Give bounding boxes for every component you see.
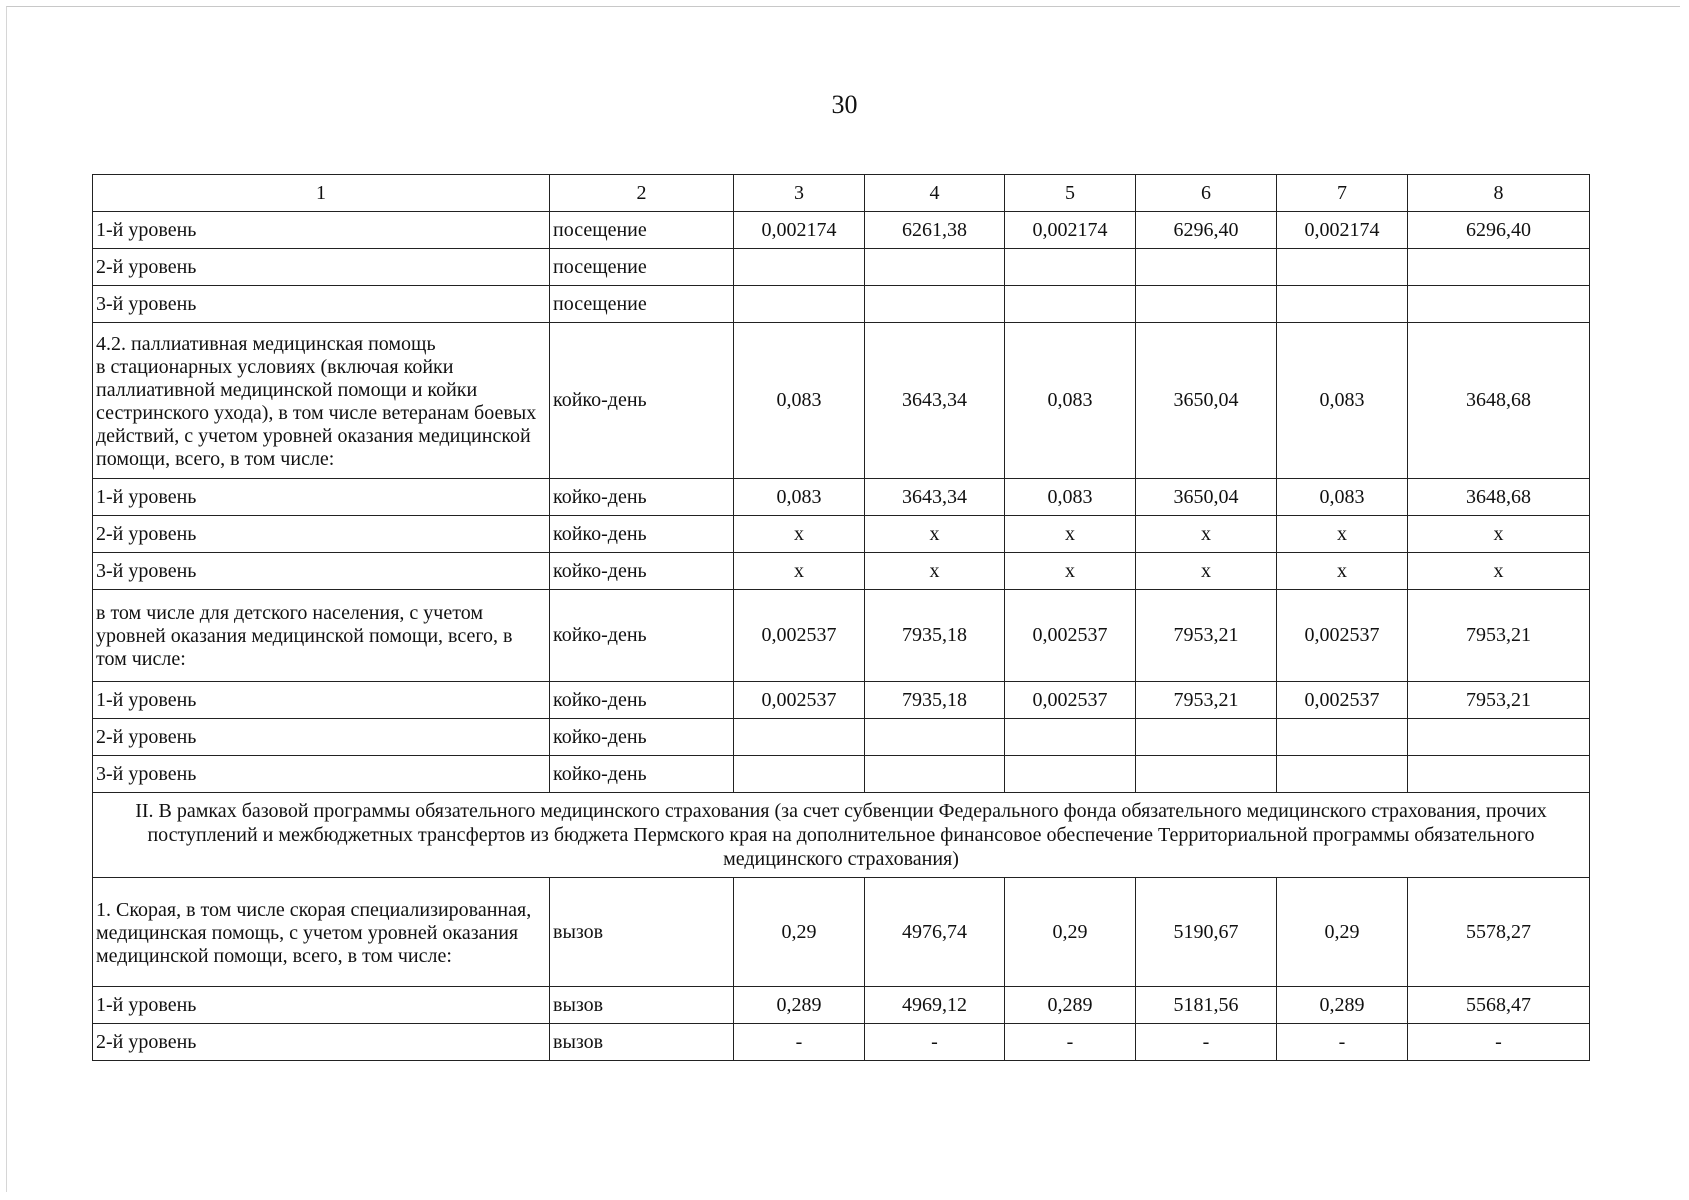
column-number-7: 7 <box>1277 175 1408 212</box>
table-row <box>93 249 1590 286</box>
value-cell-col-7 <box>1277 756 1408 793</box>
value-cell-col-7: - <box>1277 1024 1408 1061</box>
value-cell-col-3: 0,002174 <box>734 212 865 249</box>
value-cell-col-8: - <box>1408 1024 1590 1061</box>
value-cell-col-3: x <box>734 553 865 590</box>
value-cell-col-3: 0,289 <box>734 987 865 1024</box>
row-unit-cell: койко-день <box>550 590 734 682</box>
value-cell-col-3: 0,002537 <box>734 590 865 682</box>
column-number-3: 3 <box>734 175 865 212</box>
column-number-4: 4 <box>865 175 1005 212</box>
column-number-2: 2 <box>550 175 734 212</box>
value-cell-col-7 <box>1277 719 1408 756</box>
value-cell-col-8: 5578,27 <box>1408 878 1590 987</box>
value-cell-col-5: 0,083 <box>1005 323 1136 479</box>
value-cell-col-7: 0,002174 <box>1277 212 1408 249</box>
table-row <box>93 479 1590 516</box>
value-cell-col-8 <box>1408 286 1590 323</box>
row-name-cell: 2-й уровень <box>93 249 550 286</box>
value-cell-col-5: 0,083 <box>1005 479 1136 516</box>
row-name-cell: 4.2. паллиативная медицинская помощь в стационарных условиях (включая койки паллиативной медицинской помощи и койки сестринского ухода), в том числе ветеранам боевых действий, с учетом уровней оказания медицинской помощи, всего, в том числе: <box>93 323 550 479</box>
row-name-cell: 2-й уровень <box>93 516 550 553</box>
table-body <box>93 175 1590 1061</box>
value-cell-col-4: 4976,74 <box>865 878 1005 987</box>
value-cell-col-4: x <box>865 553 1005 590</box>
value-cell-col-6: - <box>1136 1024 1277 1061</box>
value-cell-col-5: 0,002537 <box>1005 590 1136 682</box>
row-name-cell: 1. Скорая, в том числе скорая специализированная, медицинская помощь, с учетом уровней оказания медицинской помощи, всего, в том числе: <box>93 878 550 987</box>
value-cell-col-7 <box>1277 286 1408 323</box>
value-cell-col-7: x <box>1277 553 1408 590</box>
value-cell-col-5: 0,29 <box>1005 878 1136 987</box>
table-row <box>93 286 1590 323</box>
row-unit-cell: койко-день <box>550 479 734 516</box>
value-cell-col-4: 3643,34 <box>865 323 1005 479</box>
section-heading: II. В рамках базовой программы обязательного медицинского страхования (за счет субвенции Федерального фонда обязательного медицинского страхования, прочих поступлений и межбюджетных трансфертов из бюджета Пермского края на дополнительное финансовое обеспечение Территориальной программы обязательного медицинского страхования) <box>93 793 1590 878</box>
value-cell-col-8: 7953,21 <box>1408 682 1590 719</box>
row-name-cell: в том числе для детского населения, с учетом уровней оказания медицинской помощи, всего, в том числе: <box>93 590 550 682</box>
row-unit-cell: вызов <box>550 878 734 987</box>
value-cell-col-7: x <box>1277 516 1408 553</box>
value-cell-col-8: 3648,68 <box>1408 323 1590 479</box>
row-unit-cell: койко-день <box>550 756 734 793</box>
value-cell-col-4: 3643,34 <box>865 479 1005 516</box>
page-number: 30 <box>831 90 858 119</box>
value-cell-col-3: 0,002537 <box>734 682 865 719</box>
row-unit-cell: вызов <box>550 1024 734 1061</box>
value-cell-col-5: 0,002537 <box>1005 682 1136 719</box>
value-cell-col-3 <box>734 719 865 756</box>
value-cell-col-4: 7935,18 <box>865 590 1005 682</box>
column-number-1: 1 <box>93 175 550 212</box>
table-header-row <box>93 175 1590 212</box>
value-cell-col-7 <box>1277 249 1408 286</box>
column-number-6: 6 <box>1136 175 1277 212</box>
row-unit-cell: посещение <box>550 212 734 249</box>
row-unit-cell: койко-день <box>550 682 734 719</box>
row-name-cell: 1-й уровень <box>93 479 550 516</box>
row-unit-cell: койко-день <box>550 323 734 479</box>
row-unit-cell: койко-день <box>550 516 734 553</box>
row-unit-cell: вызов <box>550 987 734 1024</box>
value-cell-col-8: x <box>1408 516 1590 553</box>
row-name-cell: 1-й уровень <box>93 682 550 719</box>
value-cell-col-3: x <box>734 516 865 553</box>
value-cell-col-3: - <box>734 1024 865 1061</box>
table-row <box>93 1024 1590 1061</box>
value-cell-col-6: 3650,04 <box>1136 479 1277 516</box>
value-cell-col-6: 5190,67 <box>1136 878 1277 987</box>
value-cell-col-3 <box>734 286 865 323</box>
value-cell-col-3: 0,29 <box>734 878 865 987</box>
row-name-cell: 3-й уровень <box>93 756 550 793</box>
value-cell-col-4: x <box>865 516 1005 553</box>
value-cell-col-6 <box>1136 756 1277 793</box>
value-cell-col-7: 0,083 <box>1277 479 1408 516</box>
section-heading-row <box>93 793 1590 878</box>
table-row <box>93 553 1590 590</box>
value-cell-col-6: 7953,21 <box>1136 682 1277 719</box>
value-cell-col-8 <box>1408 719 1590 756</box>
value-cell-col-8: 6296,40 <box>1408 212 1590 249</box>
value-cell-col-5 <box>1005 719 1136 756</box>
value-cell-col-3: 0,083 <box>734 323 865 479</box>
row-name-cell: 3-й уровень <box>93 286 550 323</box>
value-cell-col-7: 0,083 <box>1277 323 1408 479</box>
table-row <box>93 682 1590 719</box>
value-cell-col-4 <box>865 249 1005 286</box>
row-unit-cell: посещение <box>550 249 734 286</box>
row-name-cell: 1-й уровень <box>93 987 550 1024</box>
table-row <box>93 878 1590 987</box>
value-cell-col-4 <box>865 756 1005 793</box>
value-cell-col-6: x <box>1136 553 1277 590</box>
value-cell-col-3 <box>734 756 865 793</box>
value-cell-col-5: 0,002174 <box>1005 212 1136 249</box>
table-row <box>93 719 1590 756</box>
value-cell-col-5: - <box>1005 1024 1136 1061</box>
column-number-8: 8 <box>1408 175 1590 212</box>
row-name-cell: 2-й уровень <box>93 1024 550 1061</box>
value-cell-col-8: 5568,47 <box>1408 987 1590 1024</box>
value-cell-col-6 <box>1136 286 1277 323</box>
value-cell-col-7: 0,29 <box>1277 878 1408 987</box>
value-cell-col-8: x <box>1408 553 1590 590</box>
value-cell-col-6: x <box>1136 516 1277 553</box>
tariff-table <box>92 174 1590 1061</box>
row-unit-cell: посещение <box>550 286 734 323</box>
row-name-cell: 1-й уровень <box>93 212 550 249</box>
row-name-cell: 3-й уровень <box>93 553 550 590</box>
table-row <box>93 212 1590 249</box>
value-cell-col-3: 0,083 <box>734 479 865 516</box>
table-row <box>93 590 1590 682</box>
value-cell-col-5: 0,289 <box>1005 987 1136 1024</box>
value-cell-col-7: 0,002537 <box>1277 682 1408 719</box>
value-cell-col-6: 7953,21 <box>1136 590 1277 682</box>
value-cell-col-8 <box>1408 756 1590 793</box>
row-unit-cell: койко-день <box>550 719 734 756</box>
value-cell-col-4: 4969,12 <box>865 987 1005 1024</box>
value-cell-col-6: 5181,56 <box>1136 987 1277 1024</box>
value-cell-col-5 <box>1005 249 1136 286</box>
value-cell-col-4 <box>865 719 1005 756</box>
value-cell-col-5 <box>1005 756 1136 793</box>
value-cell-col-3 <box>734 249 865 286</box>
table-row <box>93 516 1590 553</box>
value-cell-col-5: x <box>1005 553 1136 590</box>
value-cell-col-5: x <box>1005 516 1136 553</box>
table-row <box>93 987 1590 1024</box>
value-cell-col-4 <box>865 286 1005 323</box>
value-cell-col-6 <box>1136 719 1277 756</box>
value-cell-col-4: 7935,18 <box>865 682 1005 719</box>
column-number-5: 5 <box>1005 175 1136 212</box>
value-cell-col-6: 3650,04 <box>1136 323 1277 479</box>
value-cell-col-8: 7953,21 <box>1408 590 1590 682</box>
value-cell-col-8: 3648,68 <box>1408 479 1590 516</box>
value-cell-col-6: 6296,40 <box>1136 212 1277 249</box>
value-cell-col-7: 0,289 <box>1277 987 1408 1024</box>
table-row <box>93 323 1590 479</box>
value-cell-col-7: 0,002537 <box>1277 590 1408 682</box>
value-cell-col-8 <box>1408 249 1590 286</box>
row-name-cell: 2-й уровень <box>93 719 550 756</box>
table-row <box>93 756 1590 793</box>
value-cell-col-6 <box>1136 249 1277 286</box>
row-unit-cell: койко-день <box>550 553 734 590</box>
value-cell-col-4: 6261,38 <box>865 212 1005 249</box>
value-cell-col-5 <box>1005 286 1136 323</box>
value-cell-col-4: - <box>865 1024 1005 1061</box>
